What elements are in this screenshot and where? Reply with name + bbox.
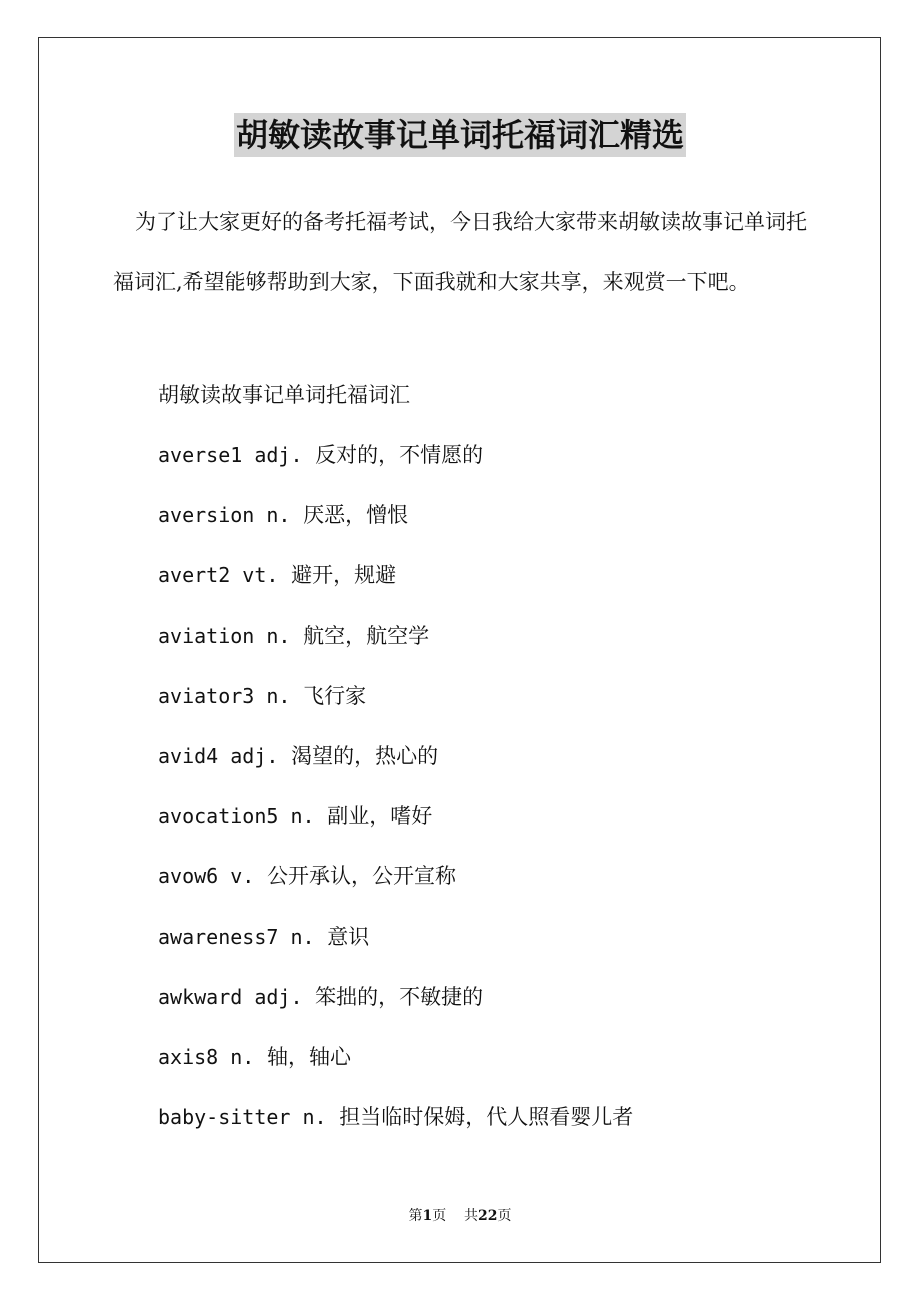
vocab-word: awareness7 n. [158,924,315,949]
vocab-definition: 避开，规避 [291,563,397,588]
vocab-definition: 航空，航空学 [303,623,430,648]
vocab-entry [158,853,633,913]
vocab-definition: 渴望的，热心的 [291,743,439,768]
intro-paragraph: 为了让大家更好的备考托福考试，今日我给大家带来胡敏读故事记单词托福词汇,希望能够帮助到大家，下面我就和大家共享，来观赏一下吧。 [113,210,807,294]
vocab-word: baby-sitter n. [158,1105,327,1130]
vocab-entry [158,1034,633,1094]
footer-total-suffix: 页 [497,1208,512,1224]
footer-page-current: 1 [422,1208,433,1224]
vocab-word: aversion n. [158,503,291,528]
vocab-word: avid4 adj. [158,743,279,768]
vocab-word: axis8 n. [158,1044,255,1069]
vocab-word: avow6 v. [158,864,255,889]
vocab-definition: 笨拙的，不敏捷的 [315,984,484,1009]
vocab-word: avert2 vt. [158,563,279,588]
vocab-definition: 副业，嗜好 [327,804,433,829]
footer-page-prefix: 第 [408,1208,423,1224]
document-title: 胡敏读故事记单词托福词汇精选 [234,113,686,157]
vocab-word: averse1 adj. [158,443,303,467]
vocab-definition: 厌恶，憎恨 [303,503,409,528]
vocab-definition: 轴，轴心 [266,1044,351,1069]
vocab-entry [158,1094,633,1154]
vocab-word: awkward adj. [158,984,303,1009]
vocab-entry [158,432,633,492]
page-footer [0,1205,920,1227]
title-container [0,113,920,157]
vocab-list [158,432,633,1154]
vocab-word: aviator3 n. [158,683,291,708]
vocab-entry [158,974,633,1034]
vocab-entry [158,793,633,853]
footer-total-prefix: 共 [464,1208,479,1224]
vocab-entry [158,492,633,552]
vocab-word: avocation5 n. [158,804,315,829]
footer-page-suffix: 页 [432,1208,447,1224]
vocab-definition: 意识 [327,924,370,949]
vocab-word: aviation n. [158,623,291,648]
vocab-definition: 反对的，不情愿的 [315,443,484,467]
vocab-subheading: 胡敏读故事记单词托福词汇 [158,383,410,407]
vocab-entry [158,613,633,673]
vocab-definition: 担当临时保姆，代人照看婴儿者 [339,1105,634,1130]
vocab-entry [158,552,633,612]
vocab-entry [158,733,633,793]
vocab-entry [158,673,633,733]
vocab-entry [158,914,633,974]
vocab-definition: 公开承认，公开宣称 [266,864,456,889]
footer-page-total: 22 [478,1208,498,1224]
vocab-definition: 飞行家 [303,683,367,708]
